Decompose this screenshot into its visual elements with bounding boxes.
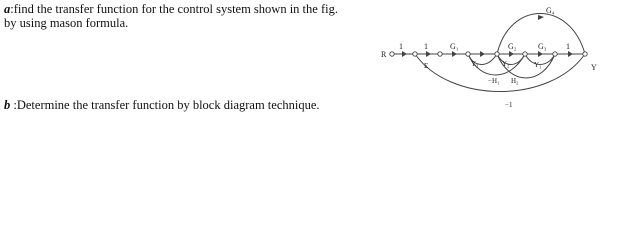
gain-minus-h1: −H₁ — [488, 77, 500, 85]
gain-g4: G₄ — [546, 6, 555, 15]
gain-g3: G₃ — [538, 42, 547, 51]
gain-g1: G₁ — [450, 42, 459, 51]
g4-arrow — [538, 15, 544, 20]
gain-g2: G₂ — [508, 42, 517, 51]
node-e — [413, 52, 417, 56]
gain-1a: 1 — [399, 42, 403, 51]
question-a-line1: :find the transfer function for the control system shown in the fig. — [10, 2, 338, 16]
question-a-line2: by using mason formula. — [4, 16, 129, 30]
label-e: E — [424, 62, 429, 70]
question-b-text: :Determine the transfer function by block diagram technique. — [10, 98, 320, 112]
question-a — [4, 2, 338, 30]
node-3 — [466, 52, 470, 56]
gain-1b: 1 — [424, 42, 428, 51]
node-6 — [553, 52, 557, 56]
gain-minus-1: −1 — [505, 101, 513, 109]
question-a-label: a — [4, 2, 11, 16]
node-r — [390, 52, 394, 56]
node-5 — [523, 52, 527, 56]
node-4 — [495, 52, 499, 56]
gain-y2: Y₂ — [502, 60, 510, 68]
question-b-label: b — [4, 98, 11, 112]
label-y: Y — [591, 63, 597, 72]
gain-1c: 1 — [566, 42, 570, 51]
node-y — [583, 52, 587, 56]
label-r: R — [381, 50, 387, 59]
question-b — [4, 98, 320, 112]
gain-y1: Y₁ — [534, 61, 542, 69]
gain-y3: Y₃ — [471, 60, 479, 68]
node-2 — [438, 52, 442, 56]
signal-flow-graph — [380, 0, 625, 121]
gain-h2: H₂ — [511, 77, 519, 85]
